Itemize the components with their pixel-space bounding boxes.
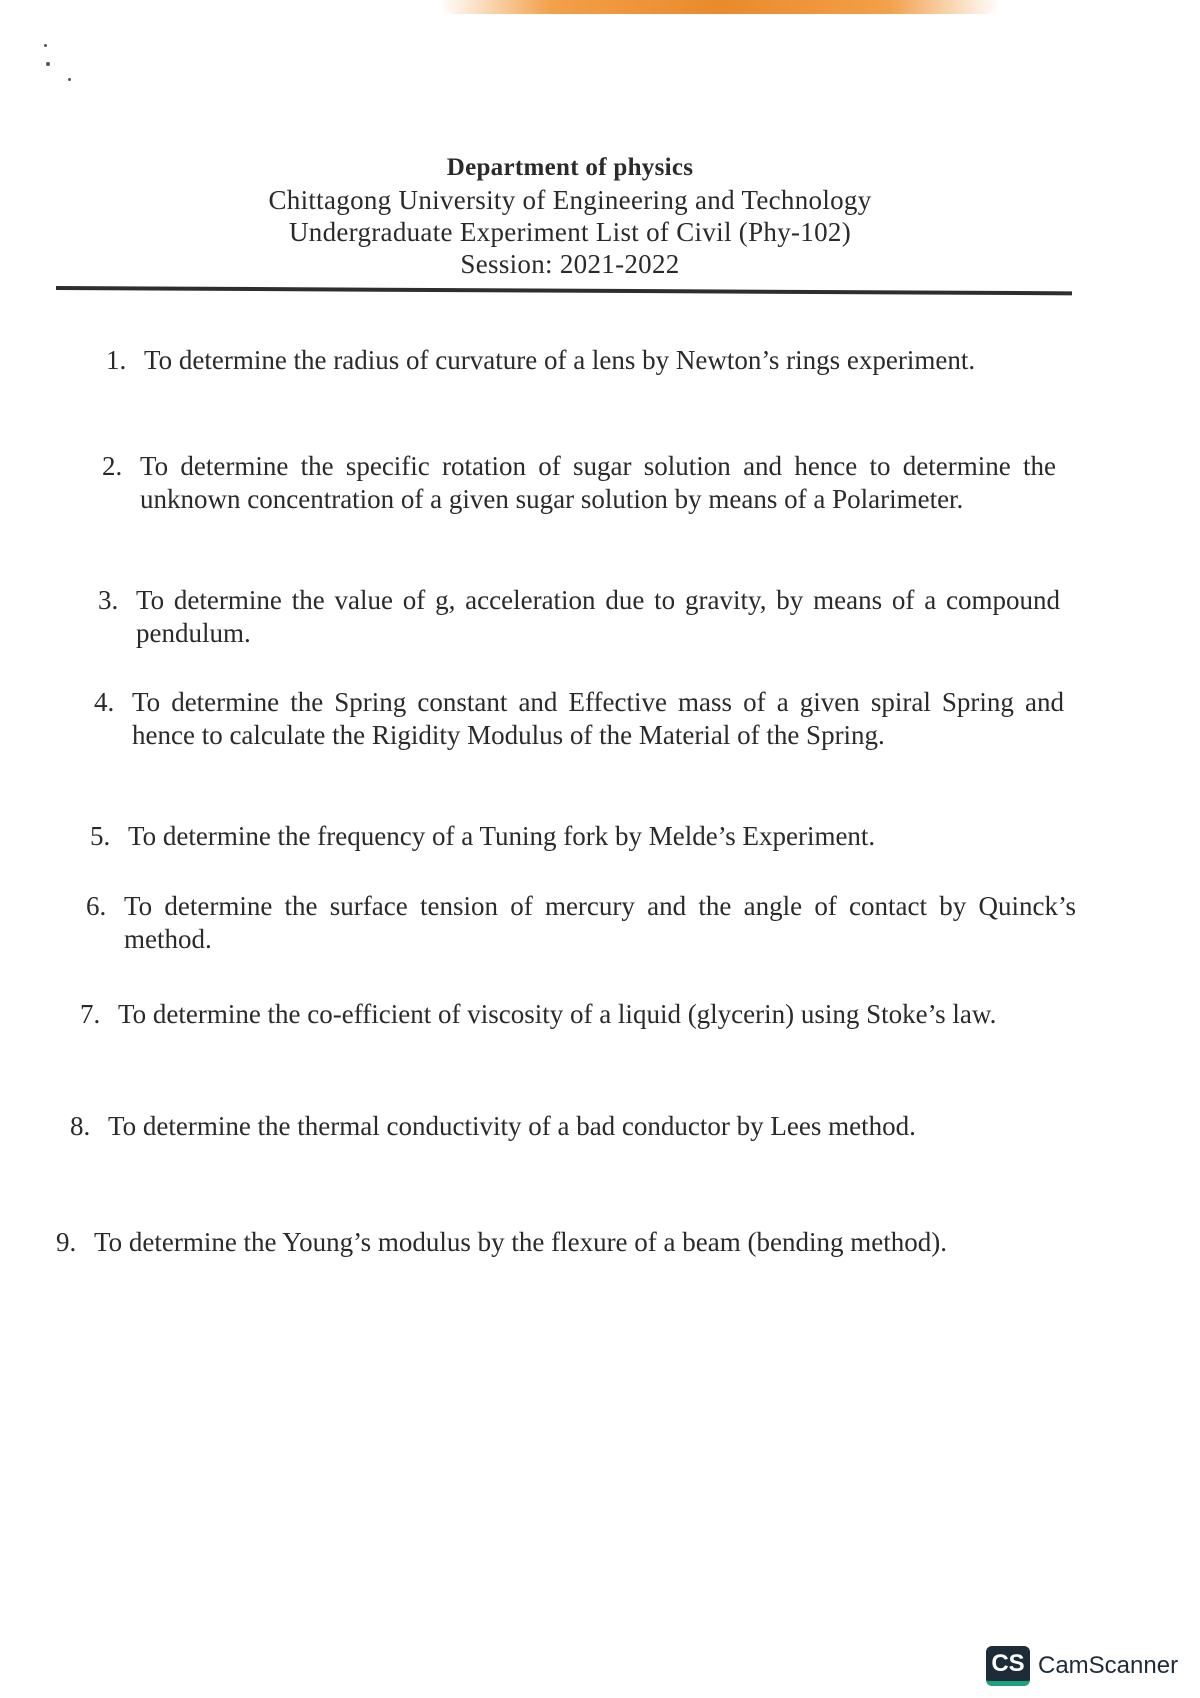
session-label: Session: 2021-2022 (460, 249, 680, 279)
item-text: To determine the co-efficient of viscosity of a liquid (glycerin) using Stoke’s law. (118, 999, 997, 1029)
list-item (90, 820, 1064, 853)
item-number: 9. (56, 1227, 77, 1257)
item-number: 8. (70, 1111, 91, 1141)
camscanner-watermark (986, 1646, 1178, 1686)
university-name: Chittagong University of Engineering and Technology (268, 185, 872, 215)
list-item (56, 1226, 1106, 1259)
item-number: 4. (94, 687, 115, 717)
item-text: To determine the Spring constant and Effective mass of a given spiral Spring and hence to calculate the Rigidity Modulus of the Material of the Spring. (132, 687, 1064, 750)
list-item (86, 890, 1076, 956)
list-item (94, 686, 1064, 752)
camscanner-brand: CamScanner (1038, 1652, 1179, 1679)
item-text: To determine the frequency of a Tuning fork by Melde’s Experiment. (128, 821, 876, 851)
item-text: To determine the surface tension of mercury and the angle of contact by Quinck’s method. (124, 891, 1076, 954)
list-item (80, 998, 1080, 1031)
item-text: To determine the specific rotation of sugar solution and hence to determine the unknown concentration of a given sugar solution by means of a Polarimeter. (140, 451, 1056, 514)
list-item (102, 450, 1056, 516)
list-item (70, 1110, 1082, 1143)
experiment-list-title: Undergraduate Experiment List of Civil (Phy-102) (288, 217, 852, 247)
item-number: 7. (80, 999, 101, 1029)
department-title: Department of physics (446, 154, 694, 181)
item-number: 6. (86, 891, 107, 921)
item-number: 1. (106, 345, 127, 375)
item-number: 3. (98, 585, 119, 615)
list-item (106, 344, 1052, 377)
list-item (98, 584, 1060, 650)
item-text: To determine the Young’s modulus by the flexure of a beam (bending method). (94, 1227, 947, 1257)
item-text: To determine the value of g, acceleration due to gravity, by means of a compound pendulum. (136, 585, 1060, 648)
item-number: 5. (90, 821, 111, 851)
item-text: To determine the radius of curvature of a lens by Newton’s rings experiment. (144, 345, 976, 375)
item-text: To determine the thermal conductivity of a bad conductor by Lees method. (108, 1111, 916, 1141)
camscanner-logo-icon: CS (986, 1646, 1030, 1686)
item-number: 2. (102, 451, 123, 481)
